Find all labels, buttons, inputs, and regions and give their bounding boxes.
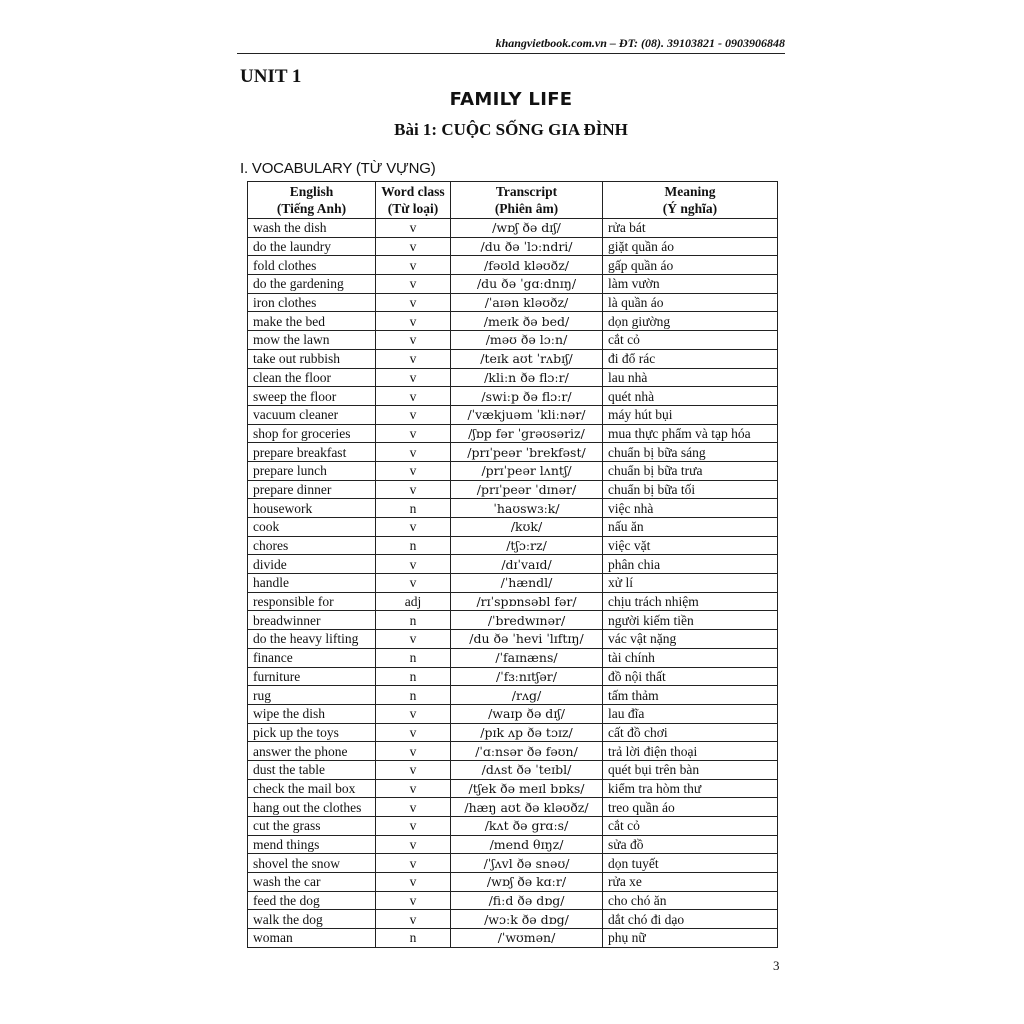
column-header-meaning: Meaning (Ý nghĩa) <box>603 182 778 219</box>
cell-meaning: vác vật nặng <box>603 630 778 649</box>
table-row <box>248 368 778 387</box>
cell-english: feed the dog <box>248 891 376 910</box>
cell-meaning: cắt cỏ <box>603 817 778 836</box>
cell-word-class: v <box>376 779 451 798</box>
cell-english: clean the floor <box>248 368 376 387</box>
cell-transcript: /du ðə ˈgɑːdnɪŋ/ <box>451 275 603 294</box>
column-header-word-class: Word class (Từ loại) <box>376 182 451 219</box>
cell-word-class: n <box>376 929 451 948</box>
cell-word-class: v <box>376 387 451 406</box>
cell-english: finance <box>248 648 376 667</box>
cell-word-class: v <box>376 368 451 387</box>
cell-transcript: /teɪk aʊt ˈrʌbɪʃ/ <box>451 349 603 368</box>
cell-word-class: v <box>376 293 451 312</box>
cell-meaning: chuẩn bị bữa tối <box>603 480 778 499</box>
cell-meaning: quét nhà <box>603 387 778 406</box>
cell-meaning: phụ nữ <box>603 929 778 948</box>
cell-english: vacuum cleaner <box>248 405 376 424</box>
cell-transcript: /kʌt ðə grɑːs/ <box>451 817 603 836</box>
section-heading: I. VOCABULARY (TỪ VỰNG) <box>240 160 436 177</box>
cell-english: rug <box>248 686 376 705</box>
cell-english: answer the phone <box>248 742 376 761</box>
cell-transcript: /mend θɪŋz/ <box>451 835 603 854</box>
cell-transcript: /fəʊld kləʊðz/ <box>451 256 603 275</box>
cell-english: breadwinner <box>248 611 376 630</box>
cell-english: take out rubbish <box>248 349 376 368</box>
table-row <box>248 574 778 593</box>
page-title: FAMILY LIFE <box>449 89 573 110</box>
table-row <box>248 405 778 424</box>
cell-word-class: v <box>376 723 451 742</box>
cell-transcript: /du ðə ˈhevi ˈlɪftɪŋ/ <box>451 630 603 649</box>
cell-word-class: v <box>376 760 451 779</box>
cell-word-class: v <box>376 630 451 649</box>
cell-transcript: /prɪˈpeər ˈdɪnər/ <box>451 480 603 499</box>
cell-transcript: /ˈbredwɪnər/ <box>451 611 603 630</box>
cell-meaning: đi đổ rác <box>603 349 778 368</box>
cell-meaning: giặt quần áo <box>603 237 778 256</box>
cell-word-class: v <box>376 704 451 723</box>
cell-transcript: /rɪˈspɒnsəbl fər/ <box>451 592 603 611</box>
cell-word-class: v <box>376 873 451 892</box>
cell-english: do the gardening <box>248 275 376 294</box>
cell-meaning: chuẩn bị bữa trưa <box>603 461 778 480</box>
cell-transcript: /swiːp ðə flɔːr/ <box>451 387 603 406</box>
table-row <box>248 536 778 555</box>
cell-english: do the laundry <box>248 237 376 256</box>
cell-transcript: /ˈfɜːnɪtʃər/ <box>451 667 603 686</box>
table-row <box>248 480 778 499</box>
table-row <box>248 667 778 686</box>
table-row <box>248 219 778 238</box>
header-divider <box>237 53 785 54</box>
cell-english: make the bed <box>248 312 376 331</box>
table-row <box>248 873 778 892</box>
cell-english: cook <box>248 518 376 537</box>
table-row <box>248 387 778 406</box>
cell-english: wipe the dish <box>248 704 376 723</box>
cell-transcript: /ˈfaɪnæns/ <box>451 648 603 667</box>
cell-transcript: /tʃek ðə meɪl bɒks/ <box>451 779 603 798</box>
table-row <box>248 648 778 667</box>
cell-meaning: dắt chó đi dạo <box>603 910 778 929</box>
cell-english: furniture <box>248 667 376 686</box>
cell-transcript: /ˈʃʌvl ðə snəʊ/ <box>451 854 603 873</box>
cell-transcript: /ˈhændl/ <box>451 574 603 593</box>
cell-word-class: n <box>376 686 451 705</box>
cell-word-class: v <box>376 518 451 537</box>
cell-word-class: n <box>376 611 451 630</box>
cell-word-class: v <box>376 405 451 424</box>
cell-english: housework <box>248 499 376 518</box>
cell-word-class: v <box>376 275 451 294</box>
cell-transcript: /du ðə ˈlɔːndri/ <box>451 237 603 256</box>
cell-word-class: v <box>376 256 451 275</box>
cell-transcript: /tʃɔːrz/ <box>451 536 603 555</box>
cell-transcript: /prɪˈpeər ˈbrekfəst/ <box>451 443 603 462</box>
cell-word-class: n <box>376 648 451 667</box>
table-row <box>248 686 778 705</box>
cell-word-class: v <box>376 574 451 593</box>
cell-meaning: việc vặt <box>603 536 778 555</box>
cell-transcript: /rʌg/ <box>451 686 603 705</box>
table-header-row <box>248 182 778 219</box>
unit-label: UNIT 1 <box>240 66 302 87</box>
cell-meaning: trả lời điện thoại <box>603 742 778 761</box>
cell-meaning: mua thực phẩm và tạp hóa <box>603 424 778 443</box>
cell-meaning: tài chính <box>603 648 778 667</box>
cell-meaning: cắt cỏ <box>603 331 778 350</box>
cell-english: prepare dinner <box>248 480 376 499</box>
cell-word-class: n <box>376 536 451 555</box>
cell-meaning: rửa bát <box>603 219 778 238</box>
cell-transcript: /prɪˈpeər lʌntʃ/ <box>451 461 603 480</box>
cell-meaning: đồ nội thất <box>603 667 778 686</box>
cell-english: shovel the snow <box>248 854 376 873</box>
cell-meaning: chịu trách nhiệm <box>603 592 778 611</box>
cell-transcript: /wɔːk ðə dɒg/ <box>451 910 603 929</box>
table-row <box>248 237 778 256</box>
cell-word-class: v <box>376 312 451 331</box>
cell-word-class: adj <box>376 592 451 611</box>
cell-english: sweep the floor <box>248 387 376 406</box>
cell-meaning: dọn tuyết <box>603 854 778 873</box>
cell-meaning: là quần áo <box>603 293 778 312</box>
cell-meaning: nấu ăn <box>603 518 778 537</box>
table-row <box>248 293 778 312</box>
cell-meaning: phân chia <box>603 555 778 574</box>
cell-transcript: /pɪk ʌp ðə tɔɪz/ <box>451 723 603 742</box>
cell-english: dust the table <box>248 760 376 779</box>
table-body <box>248 219 778 948</box>
cell-word-class: n <box>376 667 451 686</box>
page-number: 3 <box>773 958 780 973</box>
cell-english: shop for groceries <box>248 424 376 443</box>
cell-meaning: lau đĩa <box>603 704 778 723</box>
table-row <box>248 929 778 948</box>
table-row <box>248 854 778 873</box>
table-row <box>248 256 778 275</box>
cell-word-class: v <box>376 237 451 256</box>
cell-word-class: v <box>376 910 451 929</box>
table-row <box>248 704 778 723</box>
cell-meaning: quét bụi trên bàn <box>603 760 778 779</box>
cell-english: fold clothes <box>248 256 376 275</box>
cell-meaning: chuẩn bị bữa sáng <box>603 443 778 462</box>
cell-english: wash the car <box>248 873 376 892</box>
cell-meaning: tấm thảm <box>603 686 778 705</box>
cell-transcript: /ˈvækjuəm ˈkliːnər/ <box>451 405 603 424</box>
cell-word-class: v <box>376 798 451 817</box>
page-header: khangvietbook.com.vn – ĐT: (08). 39103821 - 0903906848 <box>495 36 785 50</box>
cell-word-class: v <box>376 742 451 761</box>
cell-word-class: v <box>376 854 451 873</box>
cell-transcript: /ˈwʊmən/ <box>451 929 603 948</box>
cell-word-class: n <box>376 499 451 518</box>
table-row <box>248 275 778 294</box>
cell-english: walk the dog <box>248 910 376 929</box>
cell-word-class: v <box>376 817 451 836</box>
cell-english: pick up the toys <box>248 723 376 742</box>
cell-meaning: kiểm tra hòm thư <box>603 779 778 798</box>
cell-word-class: v <box>376 424 451 443</box>
cell-transcript: ˈhaʊswɜːk/ <box>451 499 603 518</box>
table-row <box>248 349 778 368</box>
cell-english: mend things <box>248 835 376 854</box>
cell-transcript: /meɪk ðə bed/ <box>451 312 603 331</box>
cell-english: prepare breakfast <box>248 443 376 462</box>
cell-transcript: /fiːd ðə dɒg/ <box>451 891 603 910</box>
table-row <box>248 592 778 611</box>
cell-word-class: v <box>376 443 451 462</box>
cell-transcript: /wɒʃ ðə dɪʃ/ <box>451 219 603 238</box>
table-row <box>248 798 778 817</box>
cell-word-class: v <box>376 349 451 368</box>
table-row <box>248 443 778 462</box>
cell-transcript: /waɪp ðə dɪʃ/ <box>451 704 603 723</box>
vocabulary-table <box>247 181 778 948</box>
cell-english: chores <box>248 536 376 555</box>
cell-transcript: /məʊ ðə lɔːn/ <box>451 331 603 350</box>
cell-meaning: cất đồ chơi <box>603 723 778 742</box>
column-header-english: English (Tiếng Anh) <box>248 182 376 219</box>
table-row <box>248 817 778 836</box>
table-row <box>248 835 778 854</box>
cell-english: do the heavy lifting <box>248 630 376 649</box>
table-row <box>248 461 778 480</box>
cell-meaning: người kiếm tiền <box>603 611 778 630</box>
cell-meaning: máy hút bụi <box>603 405 778 424</box>
cell-english: woman <box>248 929 376 948</box>
cell-english: divide <box>248 555 376 574</box>
cell-meaning: xử lí <box>603 574 778 593</box>
cell-transcript: /hæŋ aʊt ðə kləʊðz/ <box>451 798 603 817</box>
column-header-transcript: Transcript (Phiên âm) <box>451 182 603 219</box>
table-row <box>248 742 778 761</box>
cell-meaning: việc nhà <box>603 499 778 518</box>
table-row <box>248 630 778 649</box>
table-row <box>248 611 778 630</box>
cell-meaning: rửa xe <box>603 873 778 892</box>
cell-english: prepare lunch <box>248 461 376 480</box>
cell-word-class: v <box>376 555 451 574</box>
table-row <box>248 331 778 350</box>
cell-word-class: v <box>376 891 451 910</box>
cell-english: iron clothes <box>248 293 376 312</box>
table-row <box>248 424 778 443</box>
cell-meaning: cho chó ăn <box>603 891 778 910</box>
table-row <box>248 891 778 910</box>
cell-word-class: v <box>376 835 451 854</box>
cell-transcript: /ˈɑːnsər ðə fəʊn/ <box>451 742 603 761</box>
cell-word-class: v <box>376 461 451 480</box>
cell-english: hang out the clothes <box>248 798 376 817</box>
table-row <box>248 723 778 742</box>
cell-transcript: /dʌst ðə ˈteɪbl/ <box>451 760 603 779</box>
cell-english: handle <box>248 574 376 593</box>
cell-english: check the mail box <box>248 779 376 798</box>
cell-english: responsible for <box>248 592 376 611</box>
cell-meaning: lau nhà <box>603 368 778 387</box>
cell-transcript: /kliːn ðə flɔːr/ <box>451 368 603 387</box>
cell-english: mow the lawn <box>248 331 376 350</box>
table-row <box>248 518 778 537</box>
cell-english: cut the grass <box>248 817 376 836</box>
cell-meaning: treo quần áo <box>603 798 778 817</box>
table-row <box>248 555 778 574</box>
cell-word-class: v <box>376 480 451 499</box>
table-row <box>248 910 778 929</box>
table-row <box>248 760 778 779</box>
table-row <box>248 499 778 518</box>
table-row <box>248 779 778 798</box>
cell-meaning: gấp quần áo <box>603 256 778 275</box>
cell-transcript: /ˈaɪən kləʊðz/ <box>451 293 603 312</box>
cell-meaning: làm vườn <box>603 275 778 294</box>
cell-word-class: v <box>376 219 451 238</box>
cell-transcript: /ʃɒp fər ˈgrəʊsəriz/ <box>451 424 603 443</box>
cell-transcript: /kʊk/ <box>451 518 603 537</box>
cell-transcript: /dɪˈvaɪd/ <box>451 555 603 574</box>
cell-meaning: dọn giường <box>603 312 778 331</box>
cell-english: wash the dish <box>248 219 376 238</box>
cell-word-class: v <box>376 331 451 350</box>
cell-meaning: sửa đồ <box>603 835 778 854</box>
cell-transcript: /wɒʃ ðə kɑːr/ <box>451 873 603 892</box>
table-row <box>248 312 778 331</box>
page-subtitle: Bài 1: CUỘC SỐNG GIA ĐÌNH <box>394 120 628 139</box>
